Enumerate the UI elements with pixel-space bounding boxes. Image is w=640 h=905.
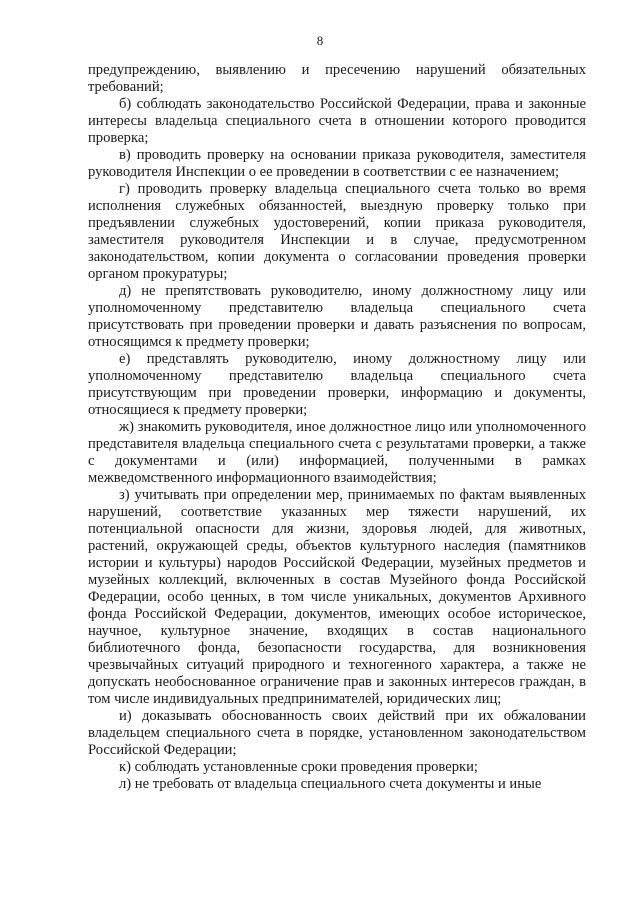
paragraph-i: и) доказывать обоснованность своих действий при их обжаловании владельцем специального счета в порядке, установленном законодательством Российской Федерации; <box>88 708 586 758</box>
paragraph-b: б) соблюдать законодательство Российской Федерации, права и законные интересы владельца специального счета в отношении которого проводится проверка; <box>88 96 586 146</box>
paragraph-l: л) не требовать от владельца специального счета документы и иные <box>119 776 542 792</box>
paragraph-continuation: предупреждению, выявлению и пресечению нарушений обязательных требований; <box>88 62 586 95</box>
page-number: 8 <box>316 33 324 48</box>
paragraph-z: з) учитывать при определении мер, принимаемых по фактам выявленных нарушений, соответствие указанных мер тяжести нарушений, их потенциальной опасности для жизни, здоровья людей, для животных, растений, окружающей среды, объектов культурного наследия (памятников истории и культуры) народов Российской Федерации, музейных предметов и музейных коллекций, включенных в состав Музейного фонда Российской Федерации, особо ценных, в том числе уникальных, документов Архивного фонда Российской Федерации, документов, имеющих особое историческое, научное, культурное значение, входящих в состав национального библиотечного фонда, безопасности государства, для возникновения чрезвычайных ситуаций природного и техногенного характера, а также не допускать необоснованное ограничение прав и законных интересов граждан, в том числе индивидуальных предпринимателей, юридических лиц; <box>88 487 586 707</box>
paragraph-e: е) представлять руководителю, иному должностному лицу или уполномоченному представителю владельца специального счета присутствующим при проведении проверки, информацию и документы, относящиеся к предмету проверки; <box>88 351 586 418</box>
paragraph-k: к) соблюдать установленные сроки проведения проверки; <box>119 759 478 775</box>
paragraph-v: в) проводить проверку на основании приказа руководителя, заместителя руководителя Инспекции о ее проведении в соответствии с ее назначением; <box>88 147 586 180</box>
paragraph-zh: ж) знакомить руководителя, иное должностное лицо или уполномоченного представителя владельца специального счета с результатами проверки, а также с документами и (или) информацией, полученными в рамках межведомственного информационного взаимодействия; <box>88 419 586 486</box>
paragraph-d: д) не препятствовать руководителю, иному должностному лицу или уполномоченному представителю владельца специального счета присутствовать при проведении проверки и давать разъяснения по вопросам, относящимся к предмету проверки; <box>88 283 586 350</box>
paragraph-g: г) проводить проверку владельца специального счета только во время исполнения служебных обязанностей, выездную проверку только при предъявлении служебных удостоверений, копии приказа руководителя, заместителя руководителя Инспекции и в случае, предусмотренном законодательством, копии документа о согласовании проведения проверки органом прокуратуры; <box>88 181 586 282</box>
document-body <box>88 62 586 793</box>
